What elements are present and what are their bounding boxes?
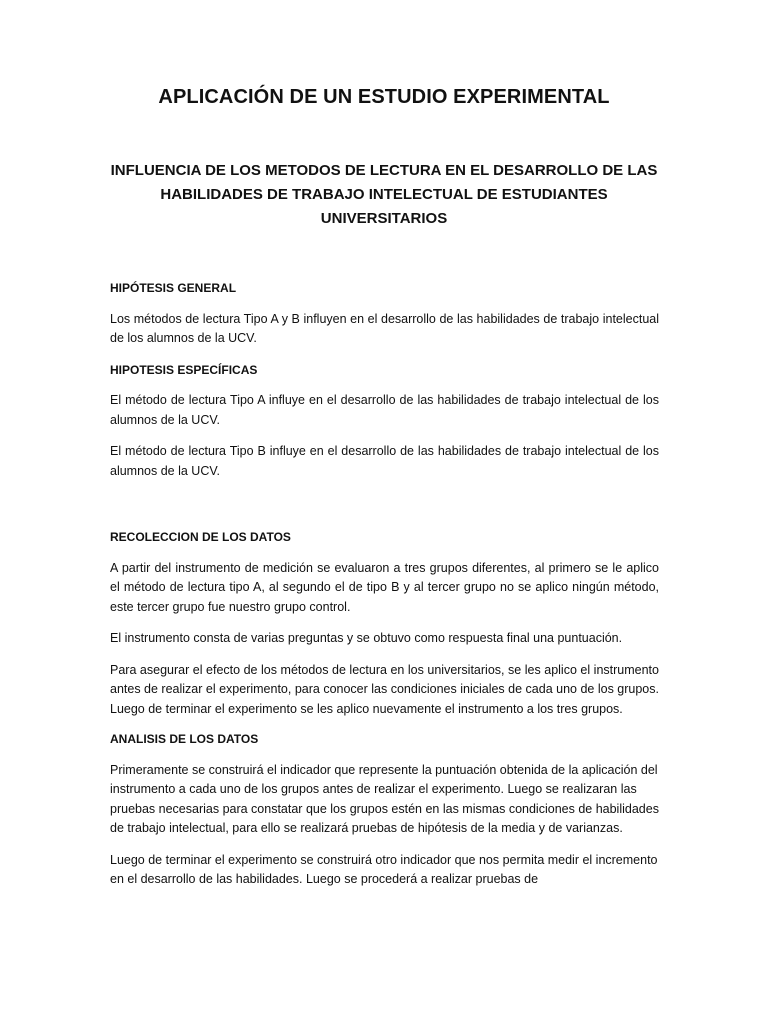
- paragraph: A partir del instrumento de medición se evaluaron a tres grupos diferentes, al primero se le aplico el método de lectura tipo A, al segundo el de tipo B y al tercer grupo no se aplico ningún método, este tercer grupo fue nuestro grupo control.: [110, 560, 659, 614]
- section-heading-analisis: ANALISIS DE LOS DATOS: [110, 732, 259, 746]
- paragraph: Los métodos de lectura Tipo A y B influyen en el desarrollo de las habilidades de trabajo intelectual de los alumnos de la UCV.: [110, 311, 659, 345]
- paragraph: Luego de terminar el experimento se construirá otro indicador que nos permita medir el incremento en el desarrollo de las habilidades. Luego se procederá a realizar pruebas de: [110, 852, 658, 886]
- document-title: APLICACIÓN DE UN ESTUDIO EXPERIMENTAL: [158, 86, 610, 108]
- paragraph: Primeramente se construirá el indicador que represente la puntuación obtenida de la aplicación del instrumento a cada uno de los grupos antes de realizar el experimento. Luego se realizaran las pruebas necesarias para constatar que los grupos estén en las mismas condiciones de habilidades de trabajo intelectual, para ello se realizará pruebas de hipótesis de la media y de varianzas.: [110, 762, 659, 835]
- document-body: [110, 279, 659, 890]
- section-heading-recoleccion: RECOLECCION DE LOS DATOS: [110, 530, 291, 544]
- section-heading-hipotesis-general: HIPÓTESIS GENERAL: [110, 281, 237, 295]
- paragraph: El método de lectura Tipo A influye en el desarrollo de las habilidades de trabajo intelectual de los alumnos de la UCV.: [110, 393, 659, 427]
- paragraph: El instrumento consta de varias preguntas y se obtuvo como respuesta final una puntuación.: [110, 631, 623, 645]
- document-subtitle: INFLUENCIA DE LOS METODOS DE LECTURA EN EL DESARROLLO DE LAS HABILIDADES DE TRABAJO INTELECTUAL DE ESTUDIANTES UNIVERSITARIOS: [110, 162, 658, 227]
- section-heading-hipotesis-especificas: HIPOTESIS ESPECÍFICAS: [110, 362, 258, 377]
- paragraph: El método de lectura Tipo B influye en el desarrollo de las habilidades de trabajo intelectual de los alumnos de la UCV.: [110, 444, 659, 478]
- paragraph: Para asegurar el efecto de los métodos de lectura en los universitarios, se les aplico el instrumento antes de realizar el experimento, para conocer las condiciones iniciales de cada uno de los grupos. Luego de terminar el experimento se les aplico nuevamente el instrumento a los tres grupos.: [110, 662, 659, 716]
